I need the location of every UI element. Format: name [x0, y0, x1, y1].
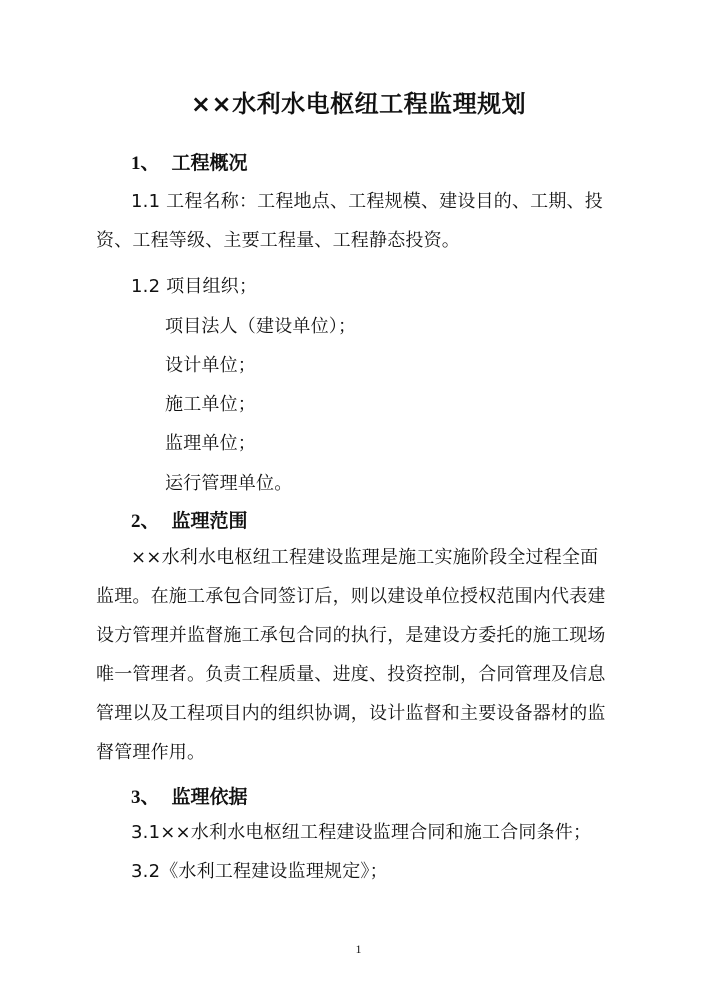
list-item: 项目法人（建设单位）； [165, 316, 357, 337]
section-title: 监理依据 [171, 786, 248, 808]
section-number: 1、 [131, 153, 160, 174]
section-heading-2 [131, 506, 248, 533]
paragraph-line: 督管理作用。 [96, 742, 206, 763]
list-item: 运行管理单位。 [165, 473, 293, 494]
paragraph-line: 设方管理并监督施工承包合同的执行，是建设方委托的施工现场 [96, 625, 606, 646]
paragraph-line: 监理。在施工承包合同签订后，则以建设单位授权范围内代表建 [96, 586, 606, 607]
paragraph-line: 资、工程等级、主要工程量、工程静态投资。 [96, 230, 460, 251]
paragraph-line: 1.2 项目组织； [131, 276, 258, 297]
list-item: 设计单位； [165, 355, 256, 376]
section-number: 2、 [131, 511, 160, 532]
list-item: 监理单位； [165, 433, 256, 454]
paragraph-line: 管理以及工程项目内的组织协调，设计监督和主要设备器材的监 [96, 703, 606, 724]
page-number: 1 [355, 942, 362, 956]
paragraph-line: 3.1××水利水电枢纽工程建设监理合同和施工合同条件； [131, 822, 592, 843]
document-title: ××水利水电枢纽工程监理规划 [190, 90, 527, 118]
section-number: 3、 [131, 787, 160, 808]
section-title: 监理范围 [171, 510, 248, 532]
paragraph-line: 1.1 工程名称：工程地点、工程规模、建设目的、工期、投 [131, 191, 603, 212]
section-heading-3 [131, 782, 248, 809]
list-item: 施工单位； [165, 394, 256, 415]
paragraph-line: ××水利水电枢纽工程建设监理是施工实施阶段全过程全面 [131, 547, 599, 568]
section-heading-1 [131, 148, 248, 175]
paragraph-line: 3.2《水利工程建设监理规定》； [131, 861, 388, 882]
paragraph-line: 唯一管理者。负责工程质量、进度、投资控制，合同管理及信息 [96, 664, 606, 685]
section-title: 工程概况 [171, 152, 248, 174]
